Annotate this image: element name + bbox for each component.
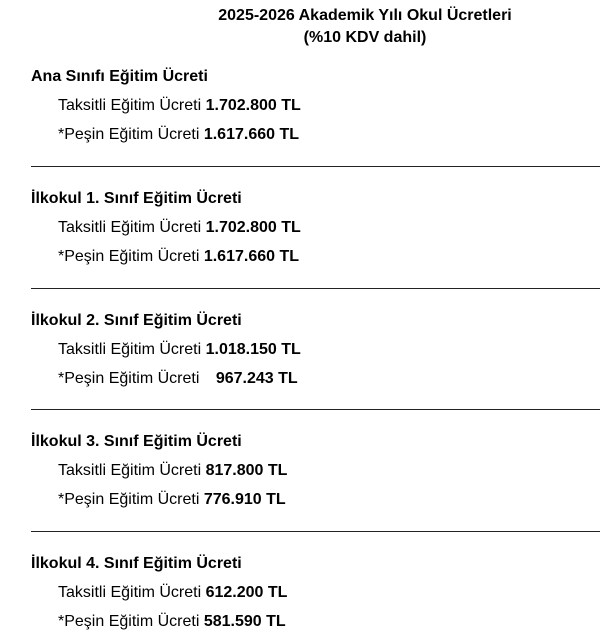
installment-fee-row bbox=[58, 340, 301, 360]
section-title: İlkokul 2. Sınıf Eğitim Ücreti bbox=[31, 312, 242, 329]
installment-fee-label: Taksitli Eğitim Ücreti bbox=[58, 219, 202, 236]
installment-fee-amount: 817.800 TL bbox=[205, 462, 288, 479]
section-divider bbox=[31, 166, 600, 167]
installment-fee-amount: 612.200 TL bbox=[205, 584, 288, 601]
section-divider bbox=[31, 531, 600, 532]
installment-fee-amount: 1.702.800 TL bbox=[205, 97, 301, 114]
installment-fee-label: Taksitli Eğitim Ücreti bbox=[58, 97, 202, 114]
installment-fee-label: Taksitli Eğitim Ücreti bbox=[58, 341, 202, 358]
cash-fee-row bbox=[58, 612, 286, 632]
cash-fee-label: *Peşin Eğitim Ücreti bbox=[58, 491, 200, 508]
section-title: İlkokul 4. Sınıf Eğitim Ücreti bbox=[31, 555, 242, 572]
cash-fee-amount: 1.617.660 TL bbox=[203, 248, 299, 265]
cash-fee-label: *Peşin Eğitim Ücreti bbox=[58, 248, 200, 265]
cash-fee-label: *Peşin Eğitim Ücreti bbox=[58, 370, 200, 387]
installment-fee-amount: 1.702.800 TL bbox=[205, 219, 301, 236]
installment-fee-row bbox=[58, 96, 301, 116]
cash-fee-row bbox=[58, 247, 299, 267]
installment-fee-amount: 1.018.150 TL bbox=[205, 341, 301, 358]
section-title: İlkokul 3. Sınıf Eğitim Ücreti bbox=[31, 433, 242, 450]
section-title: Ana Sınıfı Eğitim Ücreti bbox=[31, 68, 208, 85]
section-divider bbox=[31, 288, 600, 289]
installment-fee-row bbox=[58, 461, 287, 481]
section-divider bbox=[31, 409, 600, 410]
cash-fee-label: *Peşin Eğitim Ücreti bbox=[58, 613, 200, 630]
cash-fee-amount: 776.910 TL bbox=[203, 491, 286, 508]
installment-fee-label: Taksitli Eğitim Ücreti bbox=[58, 462, 202, 479]
cash-fee-row bbox=[58, 369, 298, 389]
cash-fee-amount: 1.617.660 TL bbox=[203, 126, 299, 143]
installment-fee-row bbox=[58, 583, 287, 603]
installment-fee-label: Taksitli Eğitim Ücreti bbox=[58, 584, 202, 601]
installment-fee-row bbox=[58, 218, 301, 238]
page-title: 2025-2026 Akademik Yılı Okul Ücretleri bbox=[218, 7, 512, 24]
page-subtitle: (%10 KDV dahil) bbox=[303, 29, 427, 46]
cash-fee-label: *Peşin Eğitim Ücreti bbox=[58, 126, 200, 143]
cash-fee-amount: 581.590 TL bbox=[203, 613, 286, 630]
cash-fee-row bbox=[58, 490, 286, 510]
cash-fee-amount: 967.243 TL bbox=[215, 370, 298, 387]
section-title: İlkokul 1. Sınıf Eğitim Ücreti bbox=[31, 190, 242, 207]
cash-fee-row bbox=[58, 125, 299, 145]
